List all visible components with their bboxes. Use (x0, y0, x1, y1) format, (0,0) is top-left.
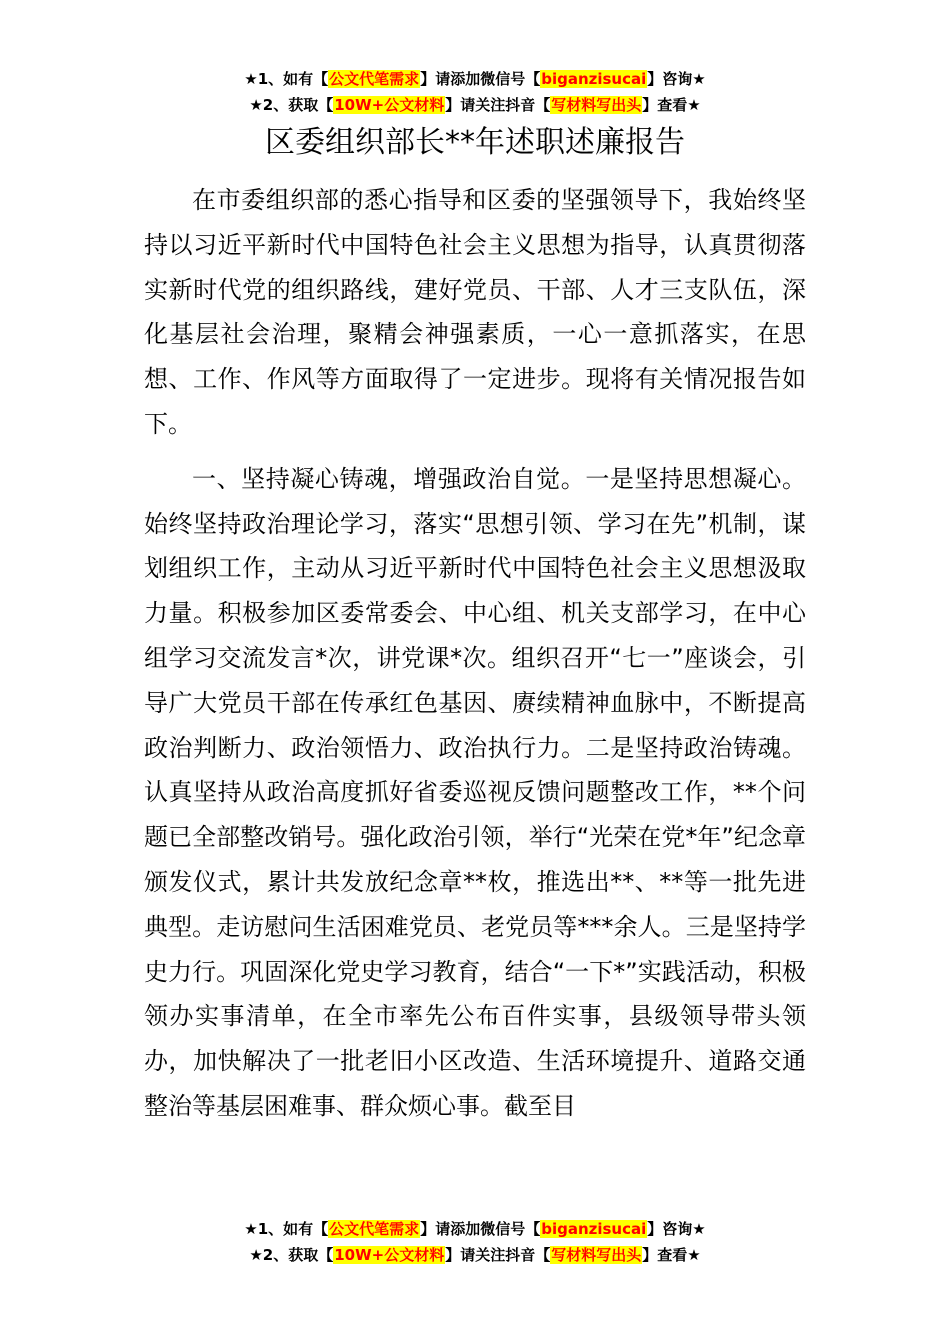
banner-text: 】查看★ (642, 96, 701, 114)
banner-text: 】请关注抖音【 (445, 1246, 551, 1264)
footer-banner-line-1 (0, 1216, 950, 1242)
highlight-wechat-id: biganzisucai (541, 70, 647, 88)
highlight-douyin: 写材料写出头 (551, 1246, 642, 1264)
banner-text: 】请关注抖音【 (445, 96, 551, 114)
banner-text: ★1、如有【 (244, 1220, 329, 1238)
banner-text: 】请添加微信号【 (420, 70, 541, 88)
banner-text: ★2、获取【 (249, 1246, 334, 1264)
banner-text: 】查看★ (642, 1246, 701, 1264)
footer-banner (0, 1216, 950, 1268)
banner-text: ★1、如有【 (244, 70, 329, 88)
banner-text: ★2、获取【 (249, 96, 334, 114)
paragraph-section-1: 一、坚持凝心铸魂，增强政治自觉。一是坚持思想凝心。始终坚持政治理论学习，落实“思想引领、学习在先”机制，谋划组织工作，主动从习近平新时代中国特色社会主义思想汲取力量。积极参加区委常委会、中心组、机关支部学习，在中心组学习交流发言*次，讲党课*次。组织召开“七一”座谈会，引导广大党员干部在传承红色基因、赓续精神血脉中，不断提高政治判断力、政治领悟力、政治执行力。二是坚持政治铸魂。认真坚持从政治高度抓好省委巡视反馈问题整改工作，**个问题已全部整改销号。强化政治引领，举行“光荣在党*年”纪念章颁发仪式，累计共发放纪念章**枚，推选出**、**等一批先进典型。走访慰问生活困难党员、老党员等***余人。三是坚持学史力行。巩固深化党史学习教育，结合“一下*”实践活动，积极领办实事清单，在全市率先公布百件实事，县级领导带头领办，加快解决了一批老旧小区改造、生活环境提升、道路交通整治等基层困难事、群众烦心事。截至目 (144, 464, 806, 1120)
highlight-materials: 10W+公文材料 (334, 96, 445, 114)
header-banner (0, 66, 950, 118)
highlight-wechat-id: biganzisucai (541, 1220, 647, 1238)
highlight-materials: 10W+公文材料 (334, 1246, 445, 1264)
highlight-service: 公文代笔需求 (329, 70, 420, 88)
document-title: 区委组织部长**年述职述廉报告 (265, 125, 685, 160)
document-body (144, 178, 806, 1139)
highlight-douyin: 写材料写出头 (551, 96, 642, 114)
banner-text: 】咨询★ (647, 70, 706, 88)
header-banner-line-1 (0, 66, 950, 92)
banner-text: 】请添加微信号【 (420, 1220, 541, 1238)
banner-text: 】咨询★ (647, 1220, 706, 1238)
paragraph-intro: 在市委组织部的悉心指导和区委的坚强领导下，我始终坚持以习近平新时代中国特色社会主义思想为指导，认真贯彻落实新时代党的组织路线，建好党员、干部、人才三支队伍，深化基层社会治理，聚精会神强素质，一心一意抓落实，在思想、工作、作风等方面取得了一定进步。现将有关情况报告如下。 (144, 186, 806, 438)
header-banner-line-2 (0, 92, 950, 118)
highlight-service: 公文代笔需求 (329, 1220, 420, 1238)
footer-banner-line-2 (0, 1242, 950, 1268)
